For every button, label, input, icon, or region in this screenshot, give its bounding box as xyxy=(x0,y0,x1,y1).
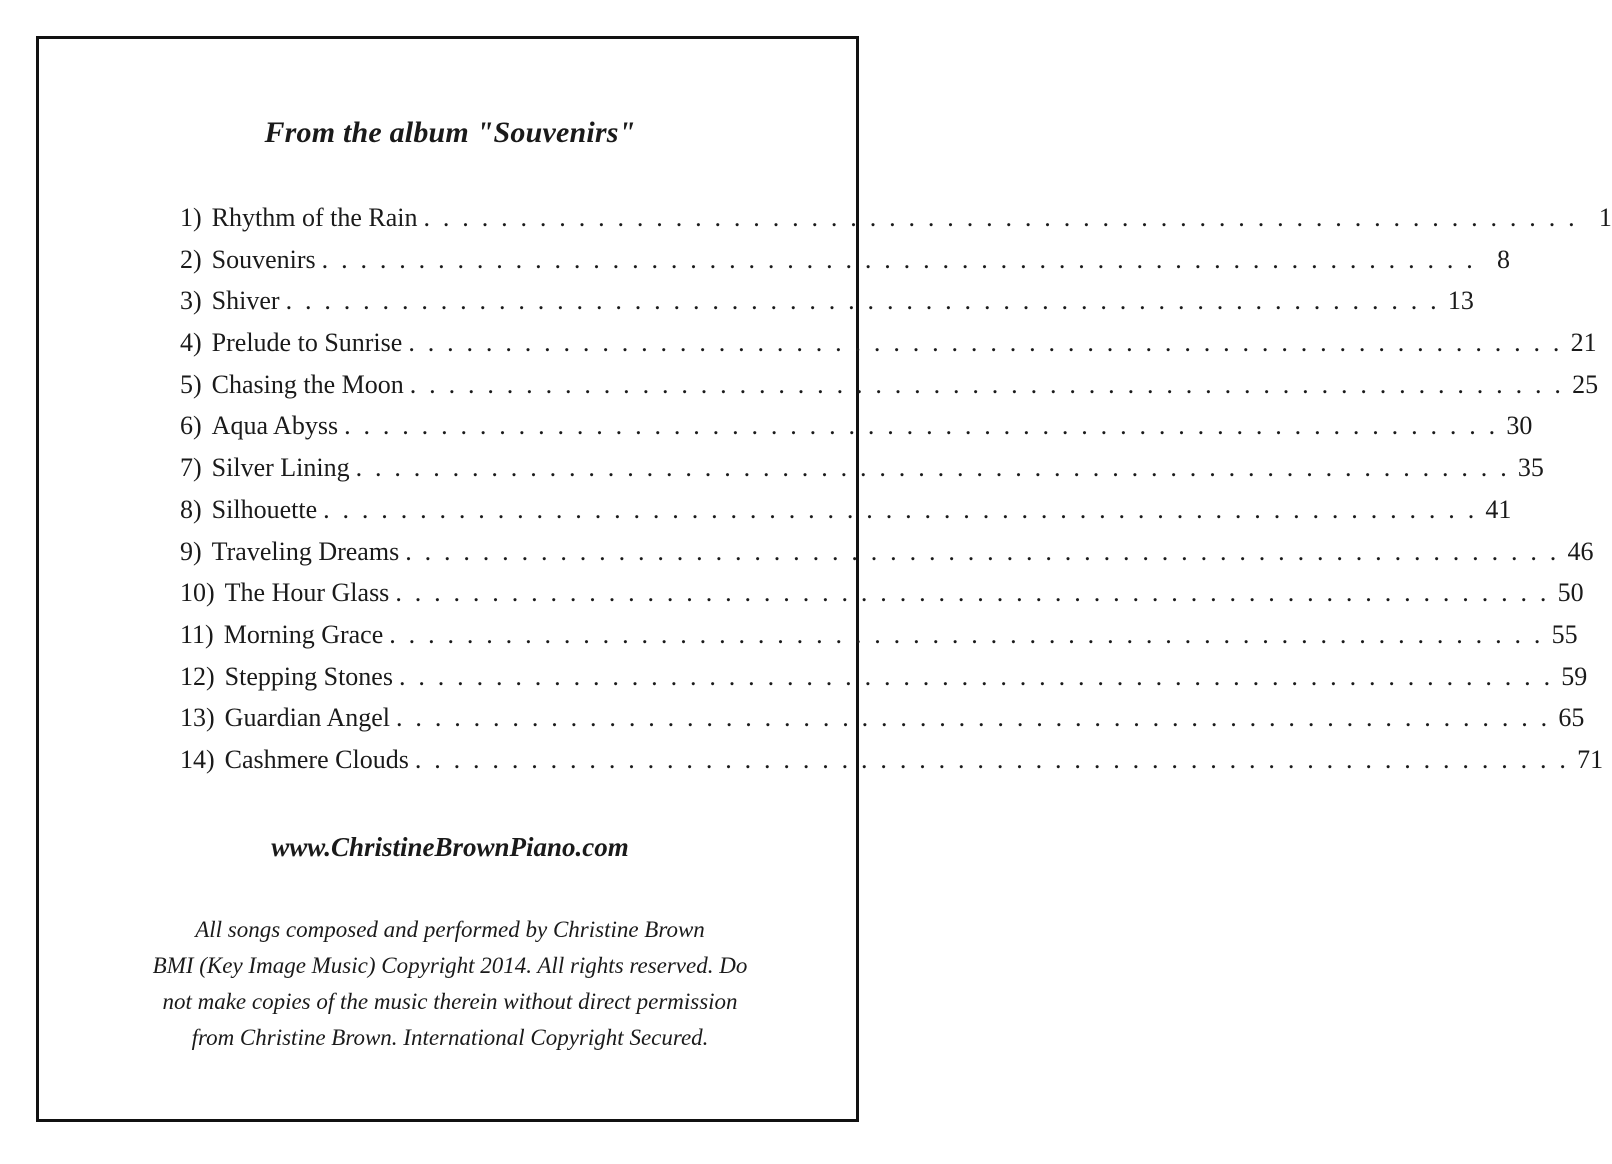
toc-entry-number: 12) xyxy=(180,661,215,691)
toc-dot-leader: . . . . . . . . . . . . . . . . . . . . . . . . . . . . . . . . . . . . . . . . . . . . . . . . . . . . . . . . . . . . xyxy=(396,703,1551,733)
toc-dot-leader: . . . . . . . . . . . . . . . . . . . . . . . . . . . . . . . . . . . . . . . . . . . . . . . . . . . . . . . . . . . . xyxy=(285,286,1440,316)
toc-entry-number: 3) xyxy=(180,286,202,316)
toc-entry-page: 25 xyxy=(1572,369,1599,399)
toc-entry-number: 1) xyxy=(180,203,202,232)
credits-line-3: not make copies of the music therein without direct permission xyxy=(162,989,738,1014)
toc-entry[interactable] xyxy=(180,619,1578,662)
toc-entry-page: 30 xyxy=(1506,411,1533,441)
website-url[interactable]: www.ChristineBrownPiano.com xyxy=(271,832,629,862)
toc-entry-number: 2) xyxy=(180,244,202,274)
toc-entry-title: Traveling Dreams xyxy=(211,536,400,566)
toc-entry-title: Rhythm of the Rain xyxy=(211,203,418,232)
table-of-contents xyxy=(180,203,1612,787)
toc-dot-leader: . . . . . . . . . . . . . . . . . . . . . . . . . . . . . . . . . . . . . . . . . . . . . . . . . . . . . . . . . . . . xyxy=(344,411,1499,441)
toc-dot-leader: . . . . . . . . . . . . . . . . . . . . . . . . . . . . . . . . . . . . . . . . . . . . . . . . . . . . . . . . . . . . xyxy=(408,328,1563,358)
toc-entry-number: 11) xyxy=(180,619,214,649)
toc-entry-page: 55 xyxy=(1551,619,1578,649)
toc-entry-title: Silhouette xyxy=(211,494,318,524)
toc-dot-leader: . . . . . . . . . . . . . . . . . . . . . . . . . . . . . . . . . . . . . . . . . . . . . . . . . . . . . . . . . . . . xyxy=(389,619,1544,649)
toc-entry[interactable] xyxy=(180,453,1544,495)
toc-entry-number: 8) xyxy=(180,494,202,524)
toc-dot-leader: . . . . . . . . . . . . . . . . . . . . . . . . . . . . . . . . . . . . . . . . . . . . . . . . . . . . . . . . . . . . xyxy=(321,244,1476,274)
toc-entry[interactable] xyxy=(180,328,1597,370)
toc-entry-page: 71 xyxy=(1577,744,1604,774)
toc-dot-leader: . . . . . . . . . . . . . . . . . . . . . . . . . . . . . . . . . . . . . . . . . . . . . . . . . . . . . . . . . . . . xyxy=(414,744,1570,774)
toc-entry-title: Cashmere Clouds xyxy=(224,744,409,774)
toc-entry[interactable] xyxy=(180,536,1594,579)
toc-dot-leader: . . . . . . . . . . . . . . . . . . . . . . . . . . . . . . . . . . . . . . . . . . . . . . . . . . . . . . . . . . . . xyxy=(323,494,1478,524)
toc-entry-page: 8 xyxy=(1496,244,1510,274)
toc-entry-title: The Hour Glass xyxy=(224,578,390,608)
toc-entry-title: Shiver xyxy=(211,286,280,316)
toc-dot-leader: . . . . . . . . . . . . . . . . . . . . . . . . . . . . . . . . . . . . . . . . . . . . . . . . . . . . . . . . . . . . xyxy=(395,578,1550,608)
toc-entry[interactable] xyxy=(180,744,1604,787)
toc-entry-page: 21 xyxy=(1570,328,1597,358)
toc-entry[interactable] xyxy=(180,578,1584,620)
toc-entry-number: 5) xyxy=(180,369,202,399)
toc-entry-title: Prelude to Sunrise xyxy=(211,328,403,358)
toc-entry-number: 4) xyxy=(180,328,202,358)
toc-entry-title: Silver Lining xyxy=(211,453,350,483)
toc-entry-number: 9) xyxy=(180,536,202,566)
toc-entry-number: 13) xyxy=(180,703,215,733)
toc-dot-leader: . . . . . . . . . . . . . . . . . . . . . . . . . . . . . . . . . . . . . . . . . . . . . . . . . . . . . . . . . . . . xyxy=(405,536,1560,566)
toc-dot-leader: . . . . . . . . . . . . . . . . . . . . . . . . . . . . . . . . . . . . . . . . . . . . . . . . . . . . . . . . . . . . xyxy=(398,661,1554,691)
toc-entry[interactable] xyxy=(180,286,1474,328)
copyright-notice xyxy=(90,912,810,1056)
toc-entry-title: Aqua Abyss xyxy=(211,411,339,441)
toc-entry-number: 7) xyxy=(180,453,202,483)
toc-entry-page: 46 xyxy=(1567,536,1594,566)
credits-line-2: BMI (Key Image Music) Copyright 2014. All rights reserved. Do xyxy=(152,953,748,978)
toc-entry-title: Morning Grace xyxy=(223,619,384,649)
toc-entry-page: 1 xyxy=(1598,203,1612,232)
toc-entry-number: 14) xyxy=(180,744,215,774)
toc-entry[interactable] xyxy=(180,494,1512,537)
toc-dot-leader: . . . . . . . . . . . . . . . . . . . . . . . . . . . . . . . . . . . . . . . . . . . . . . . . . . . . . . . . . . . . xyxy=(423,203,1578,232)
toc-entry-number: 6) xyxy=(180,411,202,441)
toc-entry-title: Guardian Angel xyxy=(224,703,391,733)
toc-entry-number: 10) xyxy=(180,578,215,608)
toc-entry-page: 35 xyxy=(1517,453,1544,483)
credits-line-4: from Christine Brown. International Copyright Secured. xyxy=(191,1025,709,1050)
toc-entry-title: Stepping Stones xyxy=(224,661,393,691)
album-title: From the album "Souvenirs" xyxy=(264,116,636,149)
credits-line-1: All songs composed and performed by Christine Brown xyxy=(195,917,705,942)
toc-entry-page: 59 xyxy=(1561,661,1588,691)
toc-entry-title: Chasing the Moon xyxy=(211,369,404,399)
toc-entry-page: 13 xyxy=(1447,286,1474,316)
toc-entry[interactable] xyxy=(180,369,1599,412)
toc-entry[interactable] xyxy=(180,703,1585,745)
toc-entry[interactable] xyxy=(180,203,1612,245)
toc-entry[interactable] xyxy=(180,244,1510,287)
toc-entry-page: 41 xyxy=(1485,494,1512,524)
toc-entry-title: Souvenirs xyxy=(211,244,316,274)
toc-dot-leader: . . . . . . . . . . . . . . . . . . . . . . . . . . . . . . . . . . . . . . . . . . . . . . . . . . . . . . . . . . . . xyxy=(409,369,1565,399)
toc-dot-leader: . . . . . . . . . . . . . . . . . . . . . . . . . . . . . . . . . . . . . . . . . . . . . . . . . . . . . . . . . . . . xyxy=(355,453,1510,483)
toc-entry-page: 65 xyxy=(1558,703,1585,733)
toc-entry[interactable] xyxy=(180,661,1588,704)
toc-entry-page: 50 xyxy=(1557,578,1584,608)
toc-entry[interactable] xyxy=(180,411,1533,453)
